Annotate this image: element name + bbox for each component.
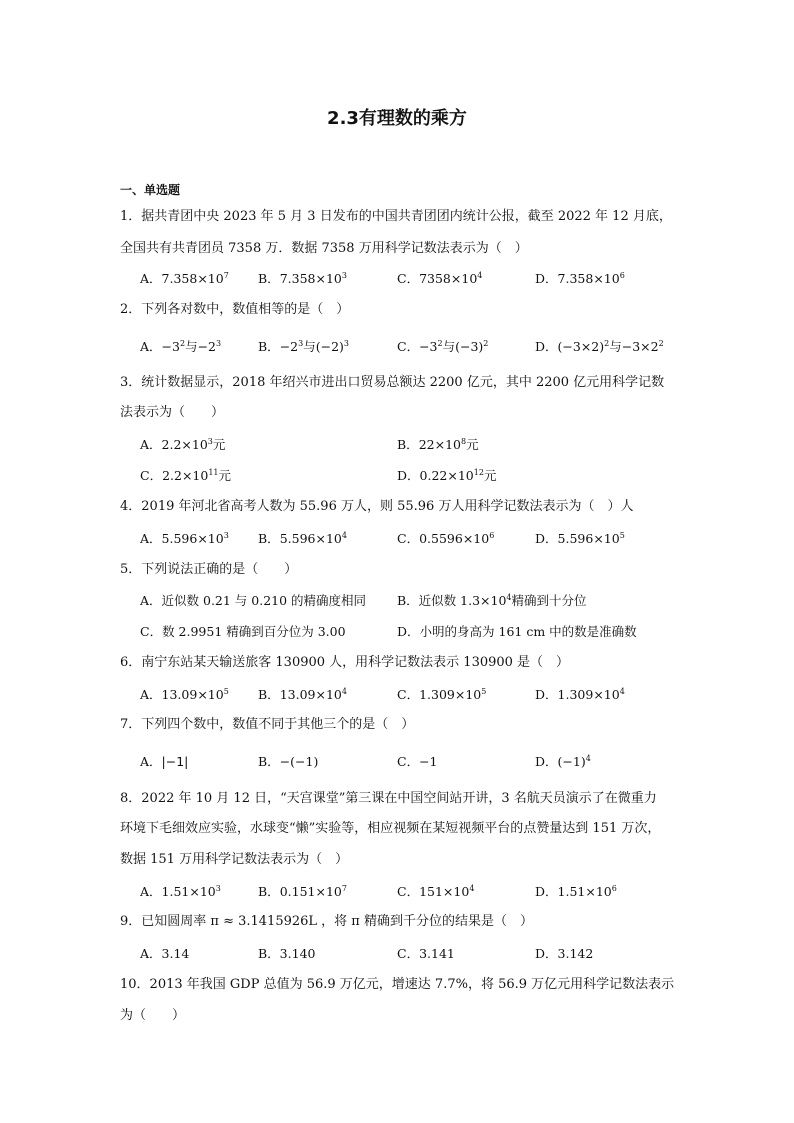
question-4-option-a: A．$5.596\times 10^3$ [140, 531, 229, 546]
question-8-option-b: B．$0.151\times 10^7$ [258, 884, 347, 899]
question-6-stem: 6．南宁东站某天输送旅客 130900 人，用科学记数法表示 130900 是（ ） [120, 655, 570, 670]
question-7-option-a: A．|−1| [140, 754, 189, 769]
question-8-stem-line1: 8．2022 年 10 月 12 日，“天宫课堂”第三课在中国空间站开讲，3 名航天员演示了在微重力 [120, 791, 657, 806]
question-6-option-d: D．$1.309\times 10^4$ [535, 687, 625, 702]
question-6-option-c: C．$1.309\times 10^5$ [397, 687, 487, 702]
question-1-option-a: A．$7.358\times 10^7$ [140, 271, 229, 286]
question-4-stem: 4．2019 年河北省高考人数为 55.96 万人，则 55.96 万人用科学记数法表示为（ ）人 [120, 499, 634, 514]
question-1-option-c: C．$7358\times 10^4$ [397, 271, 483, 286]
question-5-stem: 5．下列说法正确的是（ ） [120, 562, 298, 577]
question-6-option-a: A．$13.09\times 10^5$ [140, 687, 229, 702]
question-4-option-c: C．$0.5596\times 10^6$ [397, 531, 495, 546]
question-5-option-a: A．近似数 0.21 与 0.210 的精确度相同 [140, 593, 367, 608]
question-1-option-b: B．$7.358\times 10^3$ [258, 271, 347, 286]
question-8-option-a: A．$1.51\times 10^3$ [140, 884, 221, 899]
question-3-stem-line1: 3．统计数据显示，2018 年绍兴市进出口贸易总额达 2200 亿元，其中 2200 亿元用科学记数 [120, 375, 665, 390]
question-5-option-d: D．小明的身高为 161 cm 中的数是准确数 [397, 624, 637, 639]
question-9-option-c: C．3.141 [397, 946, 455, 961]
question-5-option-c: C．数 2.9951 精确到百分位为 3.00 [140, 624, 346, 639]
question-8-stem-line2: 环境下毛细效应实验，水球变“懒”实验等，相应视频在某短视频平台的点赞量达到 151 万次， [120, 821, 661, 836]
question-7-option-c: C．−1 [397, 754, 438, 769]
question-3-option-d: D．$0.22\times 10^{12}$元 [397, 468, 497, 483]
section-heading: 一、单选题 [120, 183, 181, 197]
question-7-option-d: D．$(-1)^4$ [535, 754, 591, 769]
question-9-stem: 9．已知圆周率 π ≈ 3.1415926L ，将 π 精确到千分位的结果是（ ） [120, 914, 533, 929]
question-4-option-b: B．$5.596\times 10^4$ [258, 531, 347, 546]
question-8-option-d: D．$1.51\times 10^6$ [535, 884, 617, 899]
question-10-stem-line2: 为（ ） [120, 1008, 186, 1023]
question-9-option-a: A．3.14 [140, 946, 190, 961]
question-7-stem: 7．下列四个数中，数值不同于其他三个的是（ ） [120, 717, 415, 732]
question-10-stem-line1: 10．2013 年我国 GDP 总值为 56.9 万亿元，增速达 7.7%，将 56.9 万亿元用科学记数法表示 [120, 977, 675, 992]
question-2-option-a: A．$-3^2$与$-2^3$ [140, 339, 222, 354]
question-2-stem: 2．下列各对数中，数值相等的是（ ） [120, 302, 350, 317]
question-3-option-b: B．$22\times 10^8$元 [397, 437, 479, 452]
question-2-option-c: C．$-3^2$与$(-3)^2$ [397, 339, 489, 354]
question-3-option-a: A．$2.2\times 10^3$元 [140, 437, 226, 452]
question-4-option-d: D．$5.596\times 10^5$ [535, 531, 625, 546]
question-3-option-c: C．$2.2\times 10^{11}$元 [140, 468, 232, 483]
question-9-option-b: B．3.140 [258, 946, 316, 961]
page-title: 2.3有理数的乘方 [327, 108, 467, 129]
question-1-option-d: D．$7.358\times 10^6$ [535, 271, 625, 286]
question-3-stem-line2: 法表示为（ ） [120, 405, 225, 420]
question-7-option-b: B．−(−1) [258, 754, 319, 769]
question-2-option-d: D．$(-3\times 2)^2$与$-3\times 2^2$ [535, 339, 664, 354]
question-6-option-b: B．$13.09\times 10^4$ [258, 687, 347, 702]
question-1-stem-line1: 1．据共青团中央 2023 年 5 月 3 日发布的中国共青团团内统计公报，截至 2022 年 12 月底， [120, 209, 672, 224]
question-1-stem-line2: 全国共有共青团员 7358 万．数据 7358 万用科学记数法表示为（ ） [120, 241, 528, 256]
question-8-option-c: C．$151\times 10^4$ [397, 884, 475, 899]
question-5-option-b: B．近似数 $1.3\times 10^4$精确到十分位 [397, 593, 587, 608]
question-8-stem-line3: 数据 151 万用科学记数法表示为（ ） [120, 852, 349, 867]
question-2-option-b: B．$-2^3$与$(-2)^3$ [258, 339, 349, 354]
question-9-option-d: D．3.142 [535, 946, 594, 961]
